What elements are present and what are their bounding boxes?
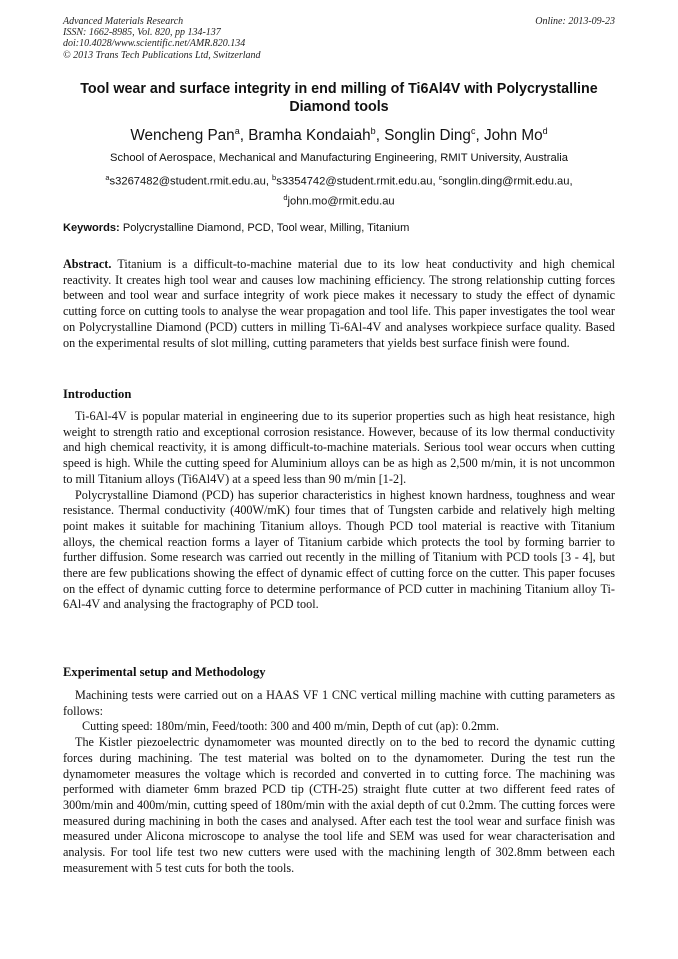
abstract-text: Titanium is a difficult-to-machine material due to its low heat conductivity and high chemical reactivity. It creates high tool wear and causes low machining efficiency. The strong relationship cutting forces between and tool wear and surface integrity of work piece makes it necessary to study the effect of dynamic cutting force on cutting tools to analyse the wear propagation and tool life. This paper investigates the tool wear on Polycrystalline Diamond (PCD) cutters in milling Ti-6Al-4V and analyses workpiece surface quality. Based on the experimental results of slot milling, cutting parameters that yields best surface finish were found. [63, 257, 615, 350]
journal-name: Advanced Materials Research [63, 16, 184, 27]
author-name: Wencheng Pan [130, 127, 235, 145]
keywords-label: Keywords: [63, 222, 120, 234]
author-mark: a [234, 126, 240, 136]
email-address[interactable]: s3354742@student.rmit.edu.au [276, 175, 433, 188]
abstract [63, 257, 615, 351]
abstract-label: Abstract. [63, 257, 112, 271]
email-address[interactable]: john.mo@rmit.edu.au [287, 195, 395, 208]
section-heading-experimental: Experimental setup and Methodology [63, 665, 266, 679]
author-name: Songlin Ding [384, 127, 471, 145]
journal-header [63, 16, 615, 61]
keywords [63, 221, 615, 235]
journal-doi[interactable]: doi:10.4028/www.scientific.net/AMR.820.134 [63, 38, 246, 50]
paper-title: Tool wear and surface integrity in end milling of Ti6Al4V with Polycrystalline Diamond tools [80, 81, 598, 115]
author-mark: d [542, 126, 548, 136]
email-mark: c [438, 173, 443, 182]
journal-issn: ISSN: 1662-8985, Vol. 820, pp 134-137 [63, 27, 221, 39]
email-separator: , [265, 175, 273, 188]
journal-copyright: © 2013 Trans Tech Publications Ltd, Switzerland [63, 49, 261, 61]
author-name: Bramha Kondaiah [248, 127, 371, 145]
paragraph: Polycrystalline Diamond (PCD) has superior characteristics in highest known hardness, toughness and wear resistance. Thermal conductivity (400W/mK) four times that of Tungsten carbide and relatively high melting point makes it suitable for machining Titanium alloys. Though PCD tool material is reactive with Titanium alloys, the chemical reaction forms a layer of Titanium carbide which protects the tool by forming barrier to further diffusion. Some research was carried out recently in the milling of Titanium with PCD tools [3 - 4], but there are few publications showing the effect of dynamic effect of cutting force on the cutter. This paper focuses on the effect of dynamic cutting force to determine performance of PCD cutter in machining Titanium alloy Ti-6Al-4V and analysing the fractography of PCD tool. [63, 487, 615, 612]
section-heading-introduction: Introduction [63, 387, 132, 401]
email-mark: d [283, 192, 288, 202]
email-separator: , [432, 175, 439, 188]
author-list [60, 121, 618, 146]
online-date: Online: 2013-09-23 [535, 16, 615, 27]
author-separator: , [475, 127, 484, 145]
cutting-parameters: Cutting speed: 180m/min, Feed/tooth: 300 and 400 m/min, Depth of cut (ap): 0.2mm. [82, 719, 500, 734]
author-mark: b [370, 126, 376, 136]
paragraph: The Kistler piezoelectric dynamometer was mounted directly on to the bed to record the dynamic cutting forces during machining. The test material was bolted on to the dynamometer. During the test run the dynamometer measures the voltage which is recorded and converted in to cutting force. The machining was performed with diameter 6mm brazed PCD tip (CTH-25) straight flute cutter at two different feed rates of 300m/min and 400m/min, cutting speed of 180m/min with the axial depth of cut 0.2mm. The cutting forces were measured during machining in both the cases and analysed. After each test the tool wear and surface finish was measured under Alicona microscope to analyse the tool life and SEM was used for wear characterisation and analysis. For tool life test two new cutters were used with the machining length of 302.8mm between each measurement with 5 test cuts for both the tools. [63, 735, 615, 875]
email-address[interactable]: songlin.ding@rmit.edu.au [442, 175, 570, 188]
author-mark: c [470, 126, 476, 136]
email-separator: , [569, 175, 573, 188]
keywords-text: Polycrystalline Diamond, PCD, Tool wear, Milling, Titanium [122, 222, 410, 234]
email-mark: b [272, 173, 277, 182]
email-mark: a [105, 173, 110, 182]
paragraph: Machining tests were carried out on a HAAS VF 1 CNC vertical milling machine with cutting parameters as follows: [63, 688, 615, 718]
email-address[interactable]: s3267482@student.rmit.edu.au [109, 175, 266, 188]
author-name: John Mo [483, 127, 543, 145]
author-separator: , [239, 127, 249, 145]
experimental-section [63, 688, 615, 876]
author-separator: , [375, 127, 385, 145]
introduction-section [63, 409, 615, 613]
email-list [70, 170, 608, 209]
paragraph: Ti-6Al-4V is popular material in engineering due to its superior properties such as high heat resistance, high weight to strength ratio and exceptional corrosion resistance. However, because of its low thermal conductivity and high chemical reactivity, it is among difficult-to-machine materials. Serious tool wear occurs when cutting speed is high. While the cutting speed for Aluminium alloys can be as high as 2,500 m/min, it is not uncommon to mill Titanium alloys (Ti6Al4V) at a speed less than 90 m/min [1-2]. [63, 409, 615, 486]
affiliation: School of Aerospace, Mechanical and Manufacturing Engineering, RMIT University, Australia [110, 152, 568, 164]
